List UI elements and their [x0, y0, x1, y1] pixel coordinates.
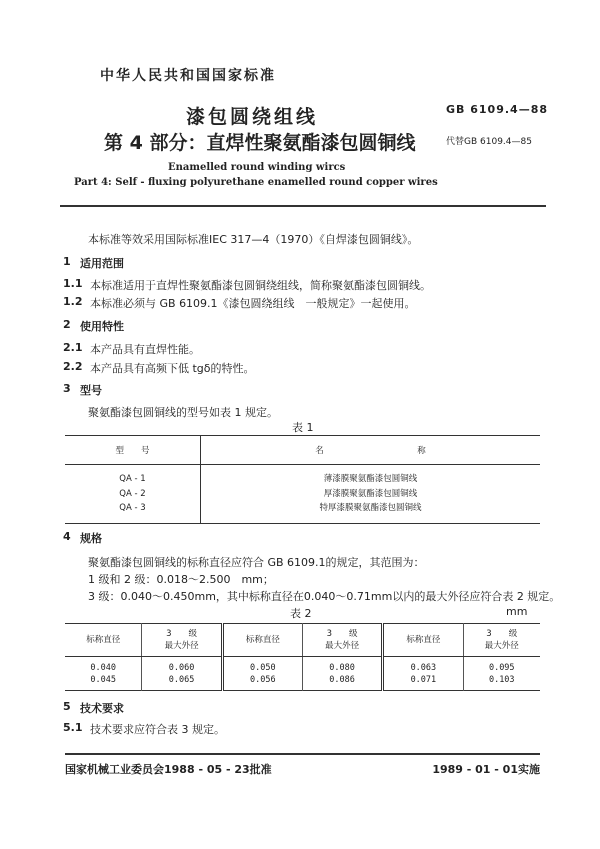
table-header: 3 级 最大外径 [463, 624, 540, 657]
section-heading: 使用特性 [80, 320, 124, 333]
section-paragraph: 3 级：0.040～0.450mm，其中标称直径在0.040～0.71mm以内的最大外径应符合表 2 规定。 [88, 590, 561, 603]
section-number: 4 [63, 530, 71, 543]
clause-text: 本产品具有直焊性能。 [90, 343, 200, 356]
table-cell: 0.095 0.103 [488, 662, 515, 685]
table-header: 3 级 最大外径 [302, 624, 382, 657]
section-paragraph: 聚氨酯漆包圆铜线的标称直径应符合 GB 6109.1的规定，其范围为： [88, 556, 425, 569]
table-header: 名 称 [201, 436, 541, 465]
section-number: 3 [63, 382, 71, 395]
table-cell: 0.080 0.086 [302, 657, 382, 691]
approval-date: 国家机械工业委员会1988 - 05 - 23批准 [65, 763, 272, 776]
clause-text: 本产品具有高频下低 tgδ的特性。 [90, 362, 255, 375]
table-cell: 0.063 0.071 [383, 657, 463, 691]
effective-date: 1989 - 01 - 01实施 [432, 763, 540, 776]
section-number: 1 [63, 255, 71, 268]
table-cell: 0.040 0.045 [65, 657, 142, 691]
clause-number: 5.1 [63, 721, 83, 734]
table1 [65, 435, 540, 524]
table2-caption: 表 2 [290, 607, 312, 620]
clause-text: 技术要求应符合表 3 规定。 [90, 723, 225, 736]
standard-code: GB 6109.4—88 [446, 103, 548, 116]
title-line1: 漆包圆绕组线 [186, 106, 319, 128]
table2 [65, 623, 540, 691]
title-line2: 第 4 部分：直焊性聚氨酯漆包圆铜线 [104, 132, 416, 154]
clause-number: 1.2 [63, 295, 83, 308]
english-title-line1: Enamelled round winding wircs [168, 162, 346, 173]
table-header: 标称直径 [222, 624, 302, 657]
section-number: 5 [63, 700, 71, 713]
intro-paragraph: 本标准等效采用国际标准IEC 317—4（1970）《自焊漆包圆铜线》。 [88, 233, 419, 246]
table-cell: 0.050 0.056 [222, 657, 302, 691]
clause-text: 本标准适用于直焊性聚氨酯漆包圆铜绕组线，简称聚氨酯漆包圆铜线。 [90, 279, 431, 292]
section-heading: 规格 [80, 532, 102, 545]
table-header: 标称直径 [383, 624, 463, 657]
table-header: 3 级 最大外径 [142, 624, 222, 657]
section-heading: 适用范围 [80, 257, 124, 270]
section-heading: 型号 [80, 384, 102, 397]
replaces-code: 代替GB 6109.4—85 [446, 137, 532, 147]
clause-number: 2.2 [63, 360, 83, 373]
issuing-org: 中华人民共和国国家标准 [100, 68, 276, 84]
section-paragraph: 聚氨酯漆包圆铜线的型号如表 1 规定。 [88, 406, 278, 419]
clause-number: 2.1 [63, 341, 83, 354]
name-column: 薄漆膜聚氨酯漆包圆铜线 厚漆膜聚氨酯漆包圆铜线 特厚漆膜聚氨酯漆包圆铜线 [319, 474, 422, 514]
table2-unit: mm [506, 605, 528, 618]
table-header: 型 号 [65, 436, 201, 465]
table-header: 标称直径 [65, 624, 142, 657]
table1-caption: 表 1 [292, 421, 314, 434]
section-heading: 技术要求 [80, 702, 124, 715]
clause-number: 1.1 [63, 277, 83, 290]
section-number: 2 [63, 318, 71, 331]
model-column: QA - 1 QA - 2 QA - 3 [65, 465, 201, 524]
table-cell: 0.060 0.065 [142, 657, 222, 691]
clause-text: 本标准必须与 GB 6109.1《漆包圆绕组线 一般规定》一起使用。 [90, 297, 416, 310]
header-rule [60, 205, 546, 207]
english-title-line2: Part 4: Self - fluxing polyurethane enamelled round copper wires [74, 177, 438, 188]
section-paragraph: 1 级和 2 级：0.018～2.500 mm； [88, 573, 274, 586]
footer-rule [65, 753, 540, 755]
